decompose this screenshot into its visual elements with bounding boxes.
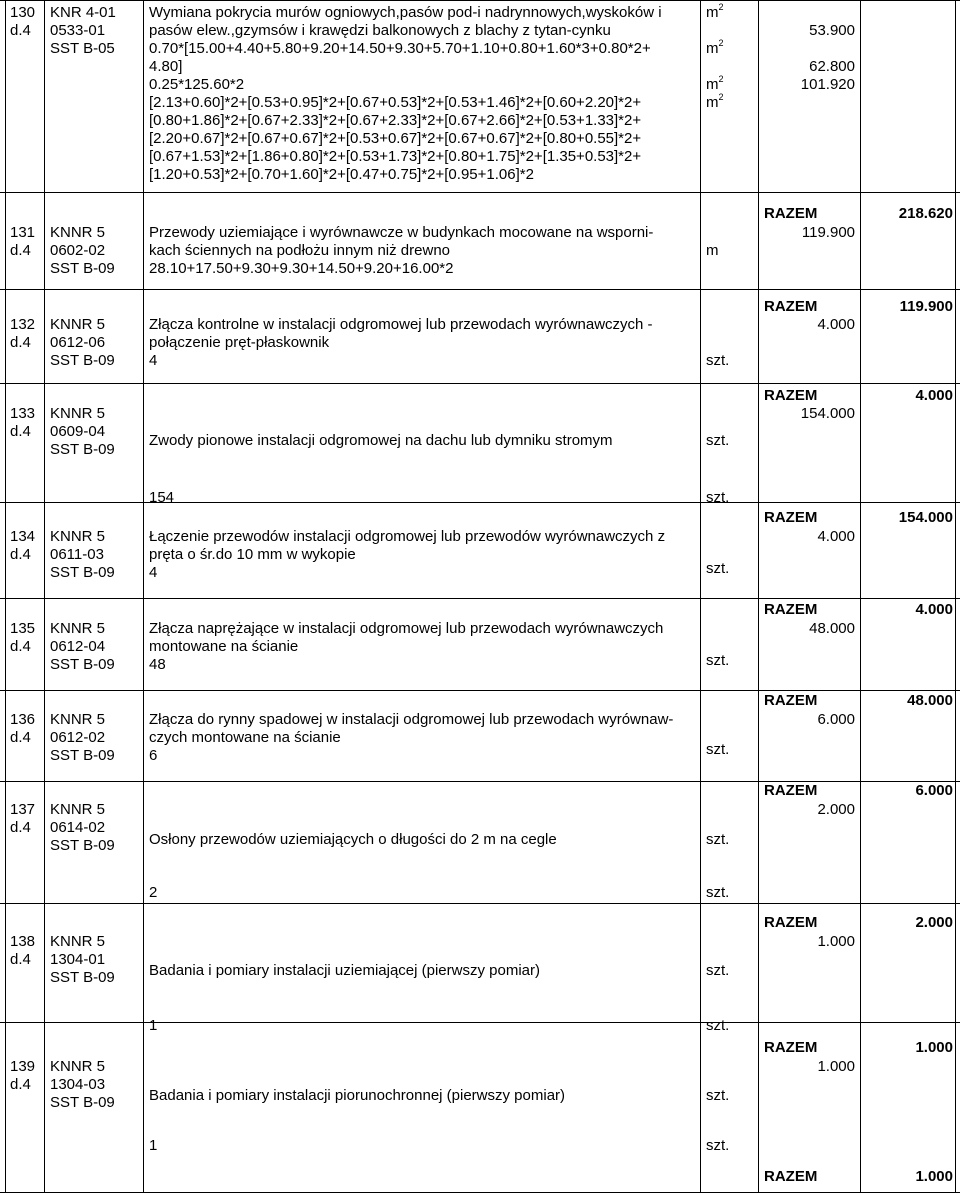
total-value: 4.000 <box>915 387 953 404</box>
row-divider <box>0 192 960 193</box>
unit-label: szt. <box>706 831 730 848</box>
catalog-code: SST B-05 <box>50 40 115 57</box>
item-description: Łączenie przewodów instalacji odgromowej lub przewodów wyrównawczych z <box>149 528 666 545</box>
unit-label: szt. <box>706 652 730 669</box>
table-border-right <box>955 0 956 1193</box>
catalog-code: 0612-04 <box>50 638 106 655</box>
unit-label: szt. <box>706 884 730 901</box>
quantity-value: 48.000 <box>809 620 855 637</box>
total-value: 48.000 <box>907 692 953 709</box>
row-divider <box>0 903 960 904</box>
unit-label: szt. <box>706 962 730 979</box>
row-divider <box>0 598 960 599</box>
catalog-code: SST B-09 <box>50 352 115 369</box>
unit-label: szt. <box>706 741 730 758</box>
total-label: RAZEM <box>764 782 818 799</box>
item-description: Złącza kontrolne w instalacji odgromowej lub przewodach wyrównawczych - <box>149 316 653 333</box>
item-description: pasów elew.,gzymsów i krawędzi balkonowych z blachy z tytan-cynku <box>149 22 611 39</box>
item-description: pręta o śr.do 10 mm w wykopie <box>149 546 356 563</box>
quantity-value: 154.000 <box>800 405 855 422</box>
position-number: 132 <box>10 316 36 333</box>
unit-label: szt. <box>706 352 730 369</box>
position-number: 136 <box>10 711 36 728</box>
quantity-formula: [0.67+1.53]*2+[1.86+0.80]*2+[0.53+1.73]*2+[0.80+1.75]*2+[1.35+0.53]*2+ <box>149 148 642 165</box>
section-label: d.4 <box>10 242 31 259</box>
catalog-code: 0533-01 <box>50 22 106 39</box>
catalog-code: KNNR 5 <box>50 405 106 422</box>
catalog-code: KNNR 5 <box>50 620 106 637</box>
quantity-formula: 4 <box>149 564 158 581</box>
quantity-formula: [2.13+0.60]*2+[0.53+0.95]*2+[0.67+0.53]*2+[0.53+1.46]*2+[0.60+2.20]*2+ <box>149 94 642 111</box>
quantity-formula: 1 <box>149 1137 158 1154</box>
total-label: RAZEM <box>764 298 818 315</box>
item-description: czych montowane na ścianie <box>149 729 341 746</box>
catalog-code: SST B-09 <box>50 564 115 581</box>
catalog-code: KNNR 5 <box>50 933 106 950</box>
unit-label: $m^2$ <box>706 92 724 111</box>
total-label: RAZEM <box>764 509 818 526</box>
quantity-value: 101.920 <box>800 76 855 93</box>
row-divider <box>0 690 960 691</box>
total-label: RAZEM <box>764 692 818 709</box>
quantity-formula: 0.70*[15.00+4.40+5.80+9.20+14.50+9.30+5.70+1.10+0.80+1.60*3+0.80*2+ <box>149 40 651 57</box>
section-label: d.4 <box>10 22 31 39</box>
catalog-code: 0602-02 <box>50 242 106 259</box>
total-label: RAZEM <box>764 205 818 222</box>
catalog-code: 0614-02 <box>50 819 106 836</box>
item-description: kach ściennych na podłożu innym niż drewno <box>149 242 451 259</box>
catalog-code: SST B-09 <box>50 260 115 277</box>
row-divider <box>0 289 960 290</box>
column-divider <box>860 0 861 1193</box>
quantity-formula: 0.25*125.60*2 <box>149 76 245 93</box>
catalog-code: KNNR 5 <box>50 711 106 728</box>
column-divider <box>44 0 45 1193</box>
catalog-code: SST B-09 <box>50 837 115 854</box>
total-value: 6.000 <box>915 782 953 799</box>
catalog-code: SST B-09 <box>50 969 115 986</box>
catalog-code: KNNR 5 <box>50 316 106 333</box>
unit-label: szt. <box>706 432 730 449</box>
position-number: 134 <box>10 528 36 545</box>
item-description: Złącza naprężające w instalacji odgromowej lub przewodach wyrównawczych <box>149 620 664 637</box>
catalog-code: SST B-09 <box>50 747 115 764</box>
catalog-code: 0609-04 <box>50 423 106 440</box>
item-description: Przewody uziemiające i wyrównawcze w budynkach mocowane na wsporni- <box>149 224 654 241</box>
item-description: Badania i pomiary instalacji uziemiającej (pierwszy pomiar) <box>149 962 540 979</box>
unit-label: szt. <box>706 489 730 506</box>
total-value: 119.900 <box>899 298 953 315</box>
quantity-value: 1.000 <box>817 1058 855 1075</box>
position-number: 133 <box>10 405 36 422</box>
section-label: d.4 <box>10 951 31 968</box>
unit-label: szt. <box>706 1017 730 1034</box>
item-description: Zwody pionowe instalacji odgromowej na dachu lub dymniku stromym <box>149 432 613 449</box>
quantity-value: 4.000 <box>817 316 855 333</box>
total-label: RAZEM <box>764 1168 818 1185</box>
catalog-code: 0611-03 <box>50 546 104 563</box>
quantity-value: 119.900 <box>801 224 855 241</box>
item-description: połączenie pręt-płaskownik <box>149 334 330 351</box>
row-divider <box>0 383 960 384</box>
total-label: RAZEM <box>764 387 818 404</box>
unit-label: $m^2$ <box>706 2 724 21</box>
item-description: Wymiana pokrycia murów ogniowych,pasów pod-i nadrynnowych,wyskoków i <box>149 4 662 21</box>
section-label: d.4 <box>10 546 31 563</box>
catalog-code: SST B-09 <box>50 441 115 458</box>
section-label: d.4 <box>10 638 31 655</box>
column-divider <box>143 0 144 1193</box>
row-divider <box>0 1022 960 1023</box>
total-value: 4.000 <box>915 601 953 618</box>
item-description: montowane na ścianie <box>149 638 299 655</box>
column-divider <box>700 0 701 1193</box>
catalog-code: 1304-03 <box>50 1076 106 1093</box>
position-number: 137 <box>10 801 36 818</box>
catalog-code: 0612-06 <box>50 334 106 351</box>
quantity-value: 62.800 <box>809 58 855 75</box>
total-label: RAZEM <box>764 1039 818 1056</box>
item-description: Osłony przewodów uziemiających o długości do 2 m na cegle <box>149 831 557 848</box>
quantity-formula: [2.20+0.67]*2+[0.67+0.67]*2+[0.53+0.67]*2+[0.67+0.67]*2+[0.80+0.55]*2+ <box>149 130 642 147</box>
position-number: 131 <box>10 224 36 241</box>
catalog-code: SST B-09 <box>50 1094 115 1111</box>
quantity-value: 53.900 <box>809 22 855 39</box>
row-divider <box>0 502 960 503</box>
section-label: d.4 <box>10 729 31 746</box>
quantity-value: 6.000 <box>817 711 855 728</box>
total-value: 218.620 <box>898 205 953 222</box>
quantity-formula: [1.20+0.53]*2+[0.70+1.60]*2+[0.47+0.75]*2+[0.95+1.06]*2 <box>149 166 534 183</box>
position-number: 139 <box>10 1058 36 1075</box>
quantity-formula: 6 <box>149 747 158 764</box>
catalog-code: KNNR 5 <box>50 801 106 818</box>
catalog-code: 0612-02 <box>50 729 106 746</box>
quantity-value: 4.000 <box>817 528 855 545</box>
quantity-value: 2.000 <box>817 801 855 818</box>
quantity-formula: 154 <box>149 489 175 506</box>
total-value: 1.000 <box>915 1039 953 1056</box>
position-number: 135 <box>10 620 36 637</box>
total-label: RAZEM <box>764 914 818 931</box>
catalog-code: KNNR 5 <box>50 528 106 545</box>
catalog-code: KNR 4-01 <box>50 4 116 21</box>
total-value: 154.000 <box>898 509 953 526</box>
quantity-formula: 28.10+17.50+9.30+9.30+14.50+9.20+16.00*2 <box>149 260 454 277</box>
quantity-formula: 2 <box>149 884 158 901</box>
unit-label: szt. <box>706 560 730 577</box>
quantity-formula: 4.80] <box>149 58 183 75</box>
section-label: d.4 <box>10 819 31 836</box>
quantity-formula: 48 <box>149 656 166 673</box>
section-label: d.4 <box>10 423 31 440</box>
quantity-formula: [0.80+1.86]*2+[0.67+2.33]*2+[0.67+2.33]*2+[0.67+2.66]*2+[0.53+1.33]*2+ <box>149 112 642 129</box>
quantity-formula: 4 <box>149 352 158 369</box>
unit-label: $m^2$ <box>706 74 724 93</box>
section-label: d.4 <box>10 1076 31 1093</box>
item-description: Złącza do rynny spadowej w instalacji odgromowej lub przewodach wyrównaw- <box>149 711 674 728</box>
unit-label: szt. <box>706 1087 730 1104</box>
position-number: 130 <box>10 4 36 21</box>
row-divider <box>0 0 960 1</box>
total-value: 2.000 <box>915 914 953 931</box>
item-description: Badania i pomiary instalacji piorunochronnej (pierwszy pomiar) <box>149 1087 566 1104</box>
unit-label: $m^2$ <box>706 38 724 57</box>
unit-label: m <box>706 242 719 259</box>
catalog-code: 1304-01 <box>50 951 106 968</box>
column-divider <box>758 0 759 1193</box>
quantity-value: 1.000 <box>817 933 855 950</box>
total-label: RAZEM <box>764 601 818 618</box>
catalog-code: SST B-09 <box>50 656 115 673</box>
total-value: 1.000 <box>915 1168 953 1185</box>
section-label: d.4 <box>10 334 31 351</box>
table-border-left <box>5 0 6 1193</box>
quantity-formula: 1 <box>149 1017 158 1034</box>
position-number: 138 <box>10 933 36 950</box>
catalog-code: KNNR 5 <box>50 224 106 241</box>
unit-label: szt. <box>706 1137 730 1154</box>
catalog-code: KNNR 5 <box>50 1058 106 1075</box>
